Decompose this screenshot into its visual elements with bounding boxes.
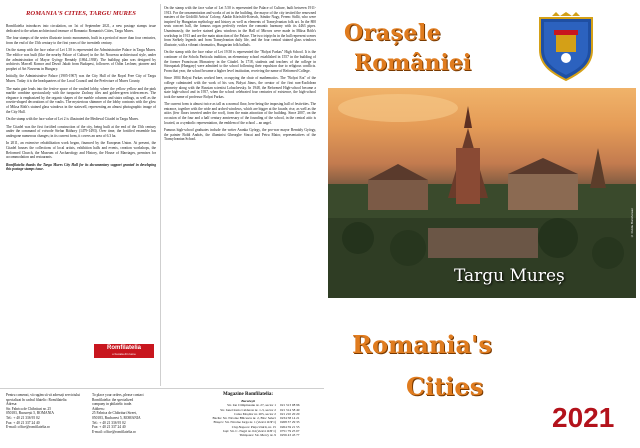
paragraph: On the stamp with the face value of Lei 19.50 is represented the "Bolyai Farkas" High School. It is the continuer of the Schola Particula tradition, an elementary school established in 1557 in the building of the former Franciscan Monastery in the Citadel. In 1718, students and teachers of the college in Sárospatak (Hungary) were admitted to the school following their expulsion due to religious conflicts. From that year, the school became a higher level institution, receiving the name of Reformed College. — [164, 50, 316, 73]
shop-row: Cluj-Napoca: Piața Unirii, nr. 15 0264 59 21 55 — [231, 424, 300, 429]
order-info-romanian: Pentru comenzi, vă rugăm să vă adresați serviciului specializat în cadrul filatelic: Romfilatelia Adresa: Str. Fabrica de Chibrituri nr. 25 050183, București 5, ROMANIA Tel.: + 40 21 336 95 02 Fax: + 40 21 337 24 40 E-mail: office@romfilatelia.ro — [6, 393, 81, 430]
shop-row: Timișoara: Str. Mercy nr. 9 0256 43 43 77 — [239, 433, 300, 438]
shops-list — [178, 392, 318, 438]
crest-icon — [534, 12, 598, 82]
paragraph: The four stamps of the series illustrate iconic monuments, built in a period of more than four centuries, from the end of the 15th century to the first years of the twentieth century. — [6, 36, 156, 45]
paragraph: Since 1804 Bolyai Farkas worked here, occupying the chair of mathematics. The "Bolyai Era" of the college culminated with the work of his son, Bolyai János, the creator of the first non-Euclidean geometry along with the Russian scientist Lobachevsky. In 1948, the Reformed High-school became a state high-school and in 1957, when the school celebrated four centuries of existence, the high-school took the name of professor Bolyai Farkas. — [164, 76, 316, 99]
shop-row: Brașov: Str. Nicolae Iorga nr. 1 (vizavi OJP 1) 0268 37 29 33 — [213, 420, 300, 425]
paragraph: In 2011, an extensive rehabilitation work began, financed by the European Union. At present, the Citadel houses the collections of local artists, exhibition halls and events, creation workshops, the Reformed Church, the Museum of Archaeology and History, the House of Marriages, premises for accommodation and restaurants. — [6, 141, 156, 160]
city-label: București — [241, 399, 255, 403]
shop-row: Iași: Str. C. Negri nr. 64 (vizavi OJP 1) 0751 79 25 07 — [223, 429, 300, 434]
acknowledgement-note: Romfilatelia thanks the Targu Mures City Hall for its documentary support granted in developing this postage stamps issue. — [6, 162, 156, 172]
shop-row: Bacău: Str. Nicolae Bălcescu nr. 2, Bloc Select 0234 58 14 21 — [212, 416, 300, 421]
shops-title: Magazine Romfilatelia: — [222, 392, 274, 397]
cover-title-line2: României — [354, 50, 472, 76]
order-info-english: To place your orders, please contact Romfilatelia: the specialized company in philatelic trade. Address: 25 Fabrica de Chibrituri Street, 050183, Bucharest 5, ROMANIA Tel.: + 40 21 336 95 02 Fax: + 40 21 337 24 40 E-mail: office@romfilatelia.ro — [92, 393, 144, 434]
left-text-column — [6, 0, 156, 175]
city-aerial-photo — [328, 88, 636, 298]
paragraph: The main gate leads into the festive space of the vaulted lobby, where the yellow yellow and the pink marble combine spectacularly with the turquoise Zsolnay tiles and golden-green iridescences. The elegance is emphasized by the organic shapes of the marble columns and stairs railings, as well as the rosette-shaped decorations of the vaults. The mysterious shimmer of the lobby contrasts with the glow of Miksa Róth's stained glass windows in the stairwell, representing an almost photographic image of the City Hall. — [6, 86, 156, 114]
series-title-line2: Cities — [406, 372, 484, 401]
issue-year: 2021 — [552, 402, 615, 433]
cover-panel — [324, 0, 640, 448]
photo-credit: © Ovidiu Bocshorean — [630, 208, 634, 239]
romfilatelia-logo: Romfilatelia o bucata din lume — [94, 344, 154, 358]
paragraph: Romfilatelia introduces into circulation, on 1st of September 2021, a new postage stamps issue dedicated to the urban architectural treasure of Romania: Romania's Cities, Targu Mures. — [6, 24, 156, 33]
column-divider — [160, 4, 161, 386]
paragraph: The current form is almost twice as tall as a normal floor, here being the imposing hall of festivities. The entrance, together with the wide and arched windows, which are bigger at the facade, rise, as well as the attics (few floors inserted under the roof), form the main attraction of the building. Since 2007, on the occasion of the four and a half century anniversary of the founding of the school, in the central attic is located, as a symbolic representation, the emblem of the school – an angel. — [164, 102, 316, 125]
paragraph: Initially, the Administrative Palace (1905-1907) was the City Hall of the Royal Free City of Targu Mures. Today it is the headquarters of the Local Council and the Prefecture of Mures County. — [6, 74, 156, 83]
shop-row: Str. Ionel Ionio Calderon nr. 1-3, sector 2 021 314 58 49 — [220, 407, 300, 412]
middle-text-column — [164, 6, 316, 145]
paragraph: On the stamp with the face value of Lei 1.50 is represented the Administrative Palace in Targu Mures. The edifice was built (like the nearby Palace of Culture) in the Art Nouveau architectural style, under the administration of Mayor György Bernády (1864–1938). The building plan was designed by architects Marcell Komor and Dezső Jakab from Budapest, followers of Ödön Lechner, pioneer and prophet of Art Nouveau in Hungary. — [6, 48, 156, 71]
shop-row: Calea Moșilor nr. 205, sector 2 021 210 20 20 — [234, 411, 300, 416]
paragraph: Famous high-school graduates include the writer Aranka György, the pro-war mayor Bernády György, the painter Boldi András, the illuminist Gheorghe Sincai and Petru Maior, representatives of the Transylvanian School. — [164, 128, 316, 142]
shop-row: Str. Ion Câmpineanu nr. 27, sector 1 021 313 08 96 — [227, 403, 300, 408]
cover-title-line1: Orașele — [344, 20, 442, 46]
paragraph: On the stamp with the face value of Lei 2 is illustrated the Medieval Citadel in Targu Mures. — [6, 117, 139, 122]
paragraph: On the stamp with the face value of Lei 5.50 is represented the Palace of Culture, built between 1911-1913. For the ornamentation and works of art in the building, the mayor of the city invited the renowned masters of the Gödöllő Artists' Colony, Aladár Körösfői-Kriesch, Sándor Nagy, Ferenc Sidló, who were inspired by Hungarian mythology and history as well as elements of Transylvanian folk art. In the 800 seats concert hall, the famous organ perfectly evokes the romantic harmony with its 4463 pipes. Unanimously, the twelve stained glass windows in the Hall of Mirrors were made in Miksa Róth's workshop in 1913 and are the main attraction of the Palace. The two triptychs in the hall represent scenes from Székely legends and from Transylvanian daily life, and the four central stained glass windows illustrate, with a vibrant chromatics, Hungarian folk ballads. — [164, 6, 316, 47]
section-heading: ROMANIA'S CITIES, TARGU MURES — [26, 10, 136, 17]
paragraph: The Citadel was the first fortified construction of the city, being built at the end of the 15th century under the command of voivode Stefan Báthory (1479-1493). Over time, the fortified ensemble has undergone numerous changes; in its current form, it covers an area of 6.3 ha. — [6, 124, 156, 138]
town-name: Targu Mureș — [454, 266, 565, 286]
series-title-line1: Romania's — [352, 330, 492, 359]
